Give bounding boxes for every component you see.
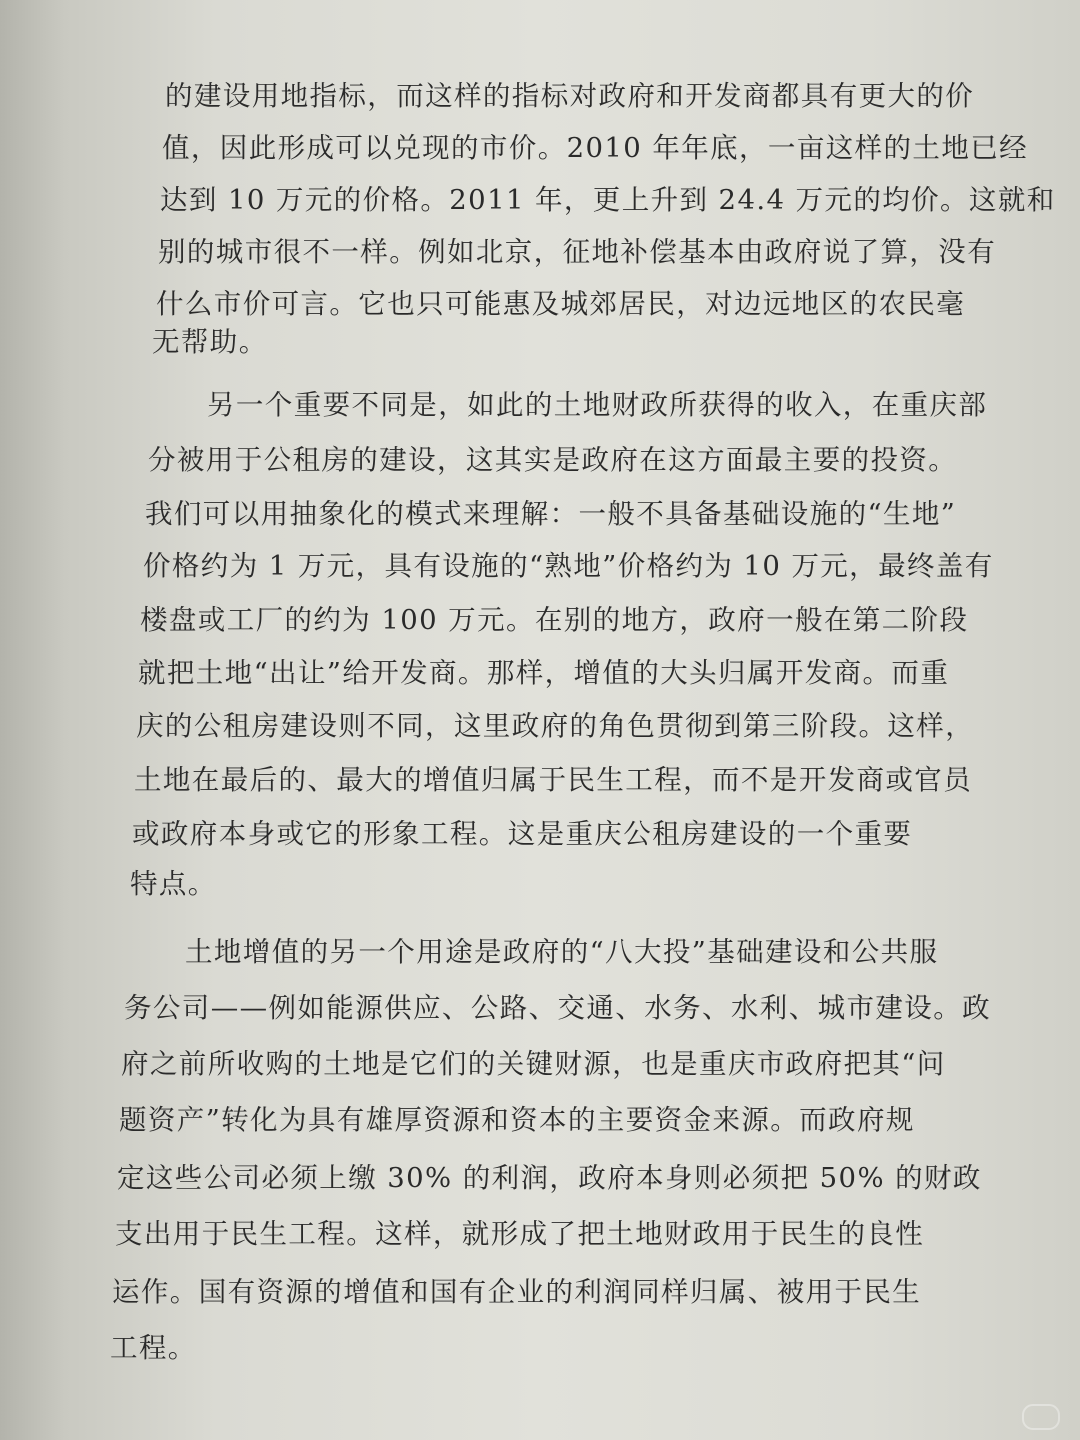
text-line: 支出用于民生工程。这样，就形成了把土地财政用于民生的良性: [115, 1218, 925, 1250]
text-line: 就把土地“出让”给开发商。那样，增值的大头归属开发商。而重: [138, 657, 950, 689]
text-line: 庆的公租房建设则不同，这里政府的角色贯彻到第三阶段。这样，: [136, 710, 975, 742]
text-line: 我们可以用抽象化的模式来理解：一般不具备基础设施的“生地”: [145, 498, 957, 530]
text-line: 价格约为 1 万元，具有设施的“熟地”价格约为 10 万元，最终盖有: [143, 550, 994, 582]
text-line: 无帮助。: [152, 326, 268, 358]
text-line: 土地在最后的、最大的增值归属于民生工程，而不是开发商或官员: [134, 764, 973, 796]
text-line: 题资产”转化为具有雄厚资源和资本的主要资金来源。而政府规: [119, 1104, 915, 1136]
text-line: 另一个重要不同是，如此的土地财政所获得的收入，在重庆部: [207, 389, 988, 421]
text-line: 别的城市很不一样。例如北京，征地补偿基本由政府说了算，没有: [158, 236, 997, 268]
text-line: 工程。: [110, 1332, 197, 1364]
text-line: 务公司——例如能源供应、公路、交通、水务、水利、城市建设。政: [124, 992, 991, 1024]
text-line: 值，因此形成可以兑现的市价。2010 年年底，一亩这样的土地已经: [162, 132, 1029, 164]
text-line: 楼盘或工厂的约为 100 万元。在别的地方，政府一般在第二阶段: [140, 604, 969, 636]
watermark-icon: [1022, 1404, 1060, 1430]
text-line: 土地增值的另一个用途是政府的“八大投”基础建设和公共服: [185, 936, 939, 968]
text-line: 运作。国有资源的增值和国有企业的利润同样归属、被用于民生: [112, 1276, 922, 1308]
text-line: 府之前所收购的土地是它们的关键财源，也是重庆市政府把其“问: [121, 1048, 946, 1080]
text-line: 特点。: [130, 868, 217, 900]
text-line: 的建设用地指标，而这样的指标对政府和开发商都具有更大的价: [165, 80, 975, 112]
text-line: 定这些公司必须上缴 30% 的利润，政府本身则必须把 50% 的财政: [117, 1162, 982, 1194]
text-line: 或政府本身或它的形象工程。这是重庆公租房建设的一个重要: [132, 818, 913, 850]
text-line: 达到 10 万元的价格。2011 年，更上升到 24.4 万元的均价。这就和: [160, 184, 1056, 216]
text-line: 什么市价可言。它也只可能惠及城郊居民，对边远地区的农民毫: [156, 288, 966, 320]
text-line: 分被用于公租房的建设，这其实是政府在这方面最主要的投资。: [148, 444, 958, 476]
